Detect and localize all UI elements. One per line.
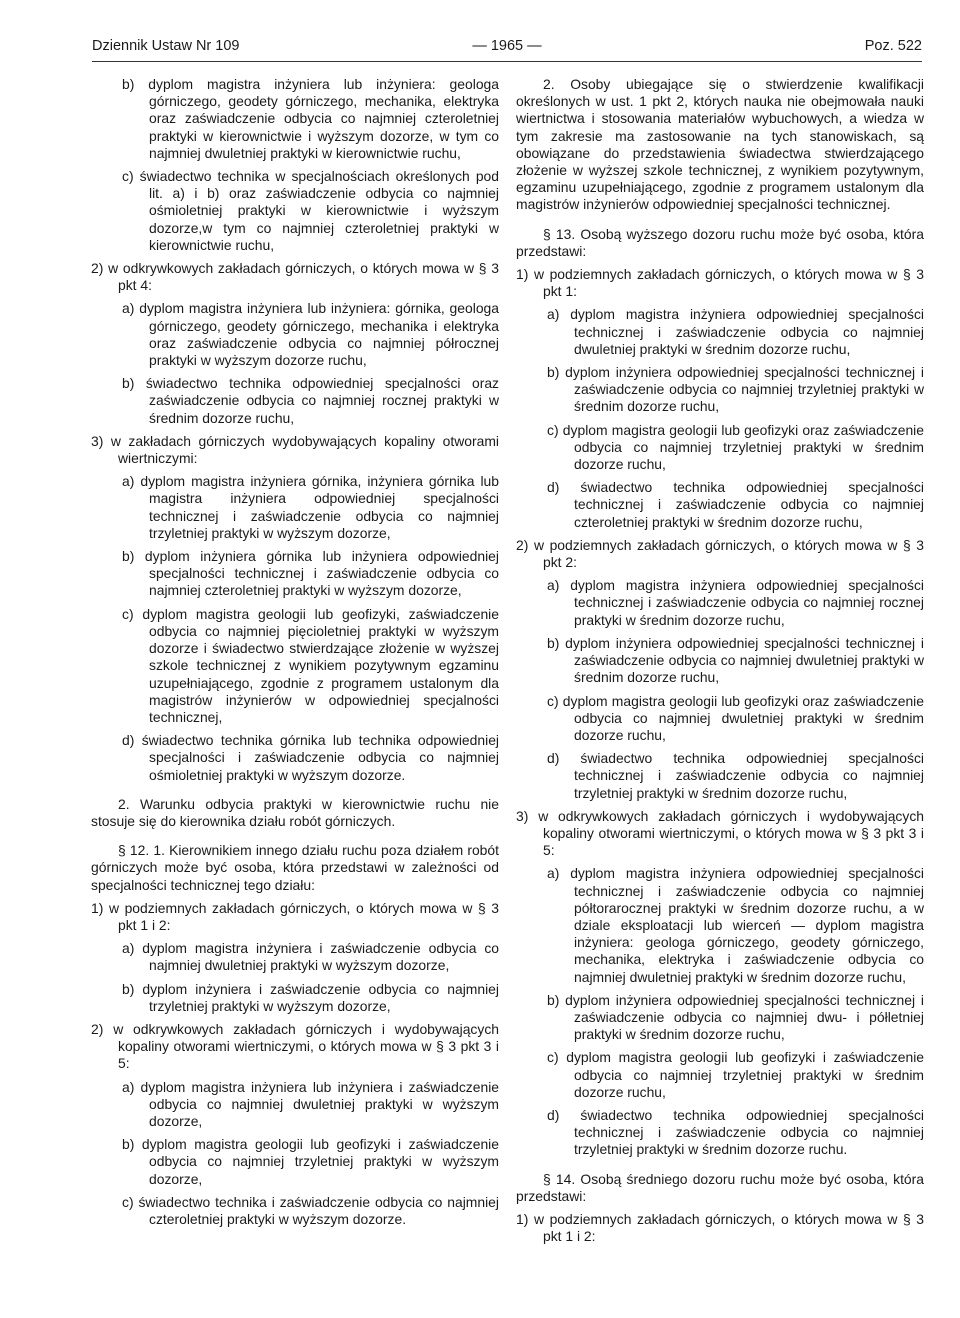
paragraph: a) dyplom magistra inżyniera lub inżyniera i zaświadczenie odbycia co najmniej dwuletniej praktyki w wyższym dozorze, (122, 1078, 499, 1129)
paragraph: b) dyplom magistra inżyniera lub inżyniera: geologa górniczego, geodety górniczego, mechanika, elektryka oraz zaświadczenie odbycia co najmniej czteroletniej praktyki w kierownictwie i wyższym dozorze, w tym co najmniej dwuletniej praktyki w kierownictwie ruchu, (122, 76, 499, 161)
paragraph: 1) w podziemnych zakładach górniczych, o których mowa w § 3 pkt 1 i 2: (91, 899, 499, 933)
page-number: — 1965 — (472, 38, 542, 54)
section-12: § 12. 1. Kierownikiem innego działu ruchu poza działem robót górniczych może być osoba, która przedstawi w zależności od specjalności technicznej tego działu: (91, 842, 499, 893)
right-column (516, 76, 924, 1245)
paragraph: b) dyplom inżyniera i zaświadczenie odbycia co najmniej trzyletniej praktyki w wyższym dozorze, (122, 980, 499, 1014)
paragraph: 3) w odkrywkowych zakładach górniczych i wydobywających kopaliny otworami wiertniczymi, o których mowa w § 3 pkt 3 i 5: (516, 807, 924, 859)
journal-title: Dziennik Ustaw Nr 109 (92, 38, 240, 54)
section-14: § 14. Osobą średniego dozoru ruchu może być osoba, która przedstawi: (516, 1170, 924, 1204)
paragraph: a) dyplom magistra inżyniera odpowiedniej specjalności technicznej i zaświadczenie odbycia co najmniej półtorarocznej praktyki w średnim dozorze ruchu, a w dziale eksploatacji lub wierceń — dyplom magistra inżyniera: geologa górniczego, geodety górniczego, mechanika, elektryka i zaświadczenie odbycia co najmniej dwuletniej praktyki w średnim dozorze ruchu, (547, 865, 924, 985)
paragraph: a) dyplom magistra inżyniera odpowiedniej specjalności technicznej i zaświadczenie odbycia co najmniej rocznej praktyki w średnim dozorze ruchu, (547, 577, 924, 628)
paragraph: b) dyplom inżyniera odpowiedniej specjalności technicznej i zaświadczenie odbycia co najmniej trzyletniej praktyki w średnim dozorze ruchu, (547, 364, 924, 415)
page-header (92, 38, 922, 58)
paragraph: d) świadectwo technika odpowiedniej specjalności technicznej i zaświadczenie odbycia co najmniej trzyletniej praktyki w średnim dozorze ruchu. (547, 1106, 924, 1158)
paragraph: a) dyplom magistra inżyniera górnika, inżyniera górnika lub magistra inżyniera odpowiedniej specjalności technicznej i zaświadczenie odbycia co najmniej trzyletniej praktyki w wyższym dozorze, (122, 473, 499, 541)
header-rule (92, 61, 922, 62)
paragraph: b) dyplom magistra geologii lub geofizyki i zaświadczenie odbycia co najmniej trzyletniej praktyki w wyższym dozorze, (122, 1136, 499, 1187)
left-column (91, 76, 499, 1228)
paragraph: d) świadectwo technika odpowiedniej specjalności technicznej i zaświadczenie odbycia co najmniej czteroletniej praktyki w średnim dozorze ruchu, (547, 479, 924, 530)
paragraph: a) dyplom magistra inżyniera i zaświadczenie odbycia co najmniej dwuletniej praktyki w wyższym dozorze, (122, 940, 499, 974)
paragraph: b) dyplom inżyniera górnika lub inżyniera odpowiedniej specjalności technicznej i zaświadczenie odbycia co najmniej czteroletniej praktyki w wyższym dozorze, (122, 548, 499, 599)
paragraph: a) dyplom magistra inżyniera odpowiedniej specjalności technicznej i zaświadczenie odbycia co najmniej dwuletniej praktyki w średnim dozorze ruchu, (547, 306, 924, 357)
paragraph: a) dyplom magistra inżyniera lub inżyniera: górnika, geologa górniczego, geodety górniczego, mechanika i elektryka oraz zaświadczenie odbycia co najmniej półrocznej praktyki w wyższym dozorze ruchu, (122, 300, 499, 369)
paragraph: c) świadectwo technika i zaświadczenie odbycia co najmniej czteroletniej praktyki w wyższym dozorze. (122, 1193, 499, 1227)
paragraph: 2) w odkrywkowych zakładach górniczych i wydobywających kopaliny otworami wiertniczymi, o których mowa w § 3 pkt 3 i 5: (91, 1020, 499, 1072)
position-number: Poz. 522 (864, 38, 922, 54)
paragraph: c) dyplom magistra geologii lub geofizyki oraz zaświadczenie odbycia co najmniej trzyletniej praktyki w średnim dozorze ruchu, (547, 421, 924, 473)
paragraph: d) świadectwo technika odpowiedniej specjalności technicznej i zaświadczenie odbycia co najmniej trzyletniej praktyki w średnim dozorze ruchu, (547, 750, 924, 801)
paragraph: c) dyplom magistra geologii lub geofizyki oraz zaświadczenie odbycia co najmniej dwuletniej praktyki w średnim dozorze ruchu, (547, 692, 924, 743)
paragraph: c) dyplom magistra geologii lub geofizyki, zaświadczenie odbycia co najmniej pięcioletniej praktyki w wyższym dozorze i świadectwo stwierdzające złożenie w wyższej szkole technicznej z wynikiem pozytywnym egzaminu uzupełniającego, zgodnie z programem ustalonym dla magistrów inżynierów w odpowiedniej specjalności technicznej, (122, 605, 499, 725)
paragraph: 2) w podziemnych zakładach górniczych, o których mowa w § 3 pkt 2: (516, 536, 924, 571)
paragraph: c) dyplom magistra geologii lub geofizyki i zaświadczenie odbycia co najmniej trzyletniej praktyki w średnim dozorze ruchu, (547, 1049, 924, 1100)
paragraph: d) świadectwo technika górnika lub technika odpowiedniej specjalności i zaświadczenie odbycia co najmniej ośmioletniej praktyki w wyższym dozorze. (122, 732, 499, 783)
paragraph: 3) w zakładach górniczych wydobywających kopaliny otworami wiertniczymi: (91, 432, 499, 467)
paragraph: 2) w odkrywkowych zakładach górniczych, o których mowa w § 3 pkt 4: (91, 260, 499, 294)
paragraph: b) świadectwo technika odpowiedniej specjalności oraz zaświadczenie odbycia co najmniej rocznej praktyki w średnim dozorze ruchu, (122, 375, 499, 426)
paragraph: 1) w podziemnych zakładach górniczych, o których mowa w § 3 pkt 1: (516, 266, 924, 300)
paragraph: 1) w podziemnych zakładach górniczych, o których mowa w § 3 pkt 1 i 2: (516, 1210, 924, 1245)
paragraph: b) dyplom inżyniera odpowiedniej specjalności technicznej i zaświadczenie odbycia co najmniej dwuletniej praktyki w średnim dozorze ruchu, (547, 634, 924, 686)
paragraph: 2. Osoby ubiegające się o stwierdzenie kwalifikacji określonych w ust. 1 pkt 2, których nauka nie obejmowała nauki wiertnictwa i stosowania materiałów wybuchowych, a wiedza w tym zakresie ma zastosowanie na tych stanowiskach, są obowiązane do przedstawienia świadectwa stwierdzającego złożenie w wyższej szkole technicznej, z wynikiem pozytywnym, egzaminu uzupełniającego, zgodnie z programem ustalonym dla magistrów inżynierów odpowiedniej specjalności technicznej. (516, 76, 924, 213)
paragraph: c) świadectwo technika w specjalnościach określonych pod lit. a) i b) oraz zaświadczenie odbycia co najmniej ośmioletniej praktyki w kierownictwie i wyższym dozorze,w tym co najmniej czteroletniej praktyki w kierownictwie ruchu, (122, 168, 499, 253)
paragraph: b) dyplom inżyniera odpowiedniej specjalności technicznej i zaświadczenie odbycia co najmniej dwu- i półletniej praktyki w średnim dozorze ruchu, (547, 991, 924, 1043)
section-13: § 13. Osobą wyższego dozoru ruchu może być osoba, która przedstawi: (516, 225, 924, 259)
paragraph: 2. Warunku odbycia praktyki w kierownictwie ruchu nie stosuje się do kierownika działu robót górniczych. (91, 795, 499, 829)
